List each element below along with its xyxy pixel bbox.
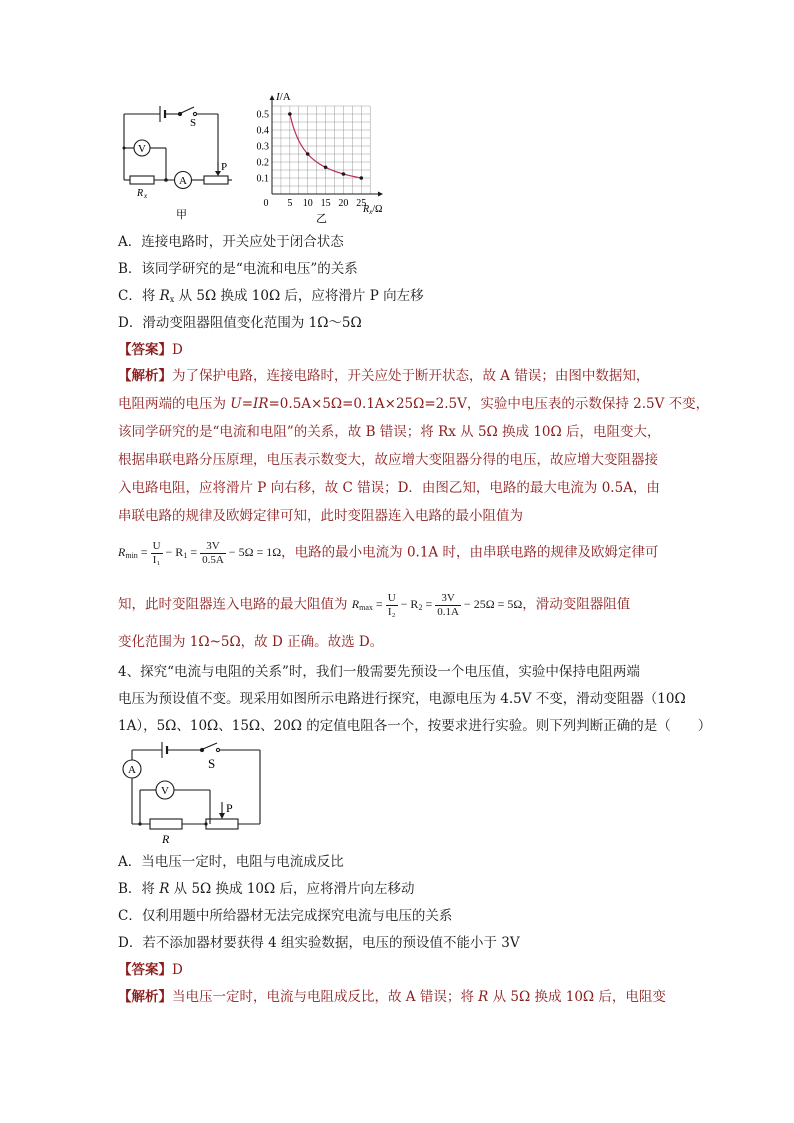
resistor-label: R (137, 188, 144, 199)
q4-stem-line-2: 电压为预设值不变。现采用如图所示电路进行探究，电源电压为 4.5V 不变，滑动变阻器（10Ω (118, 691, 686, 707)
slider-label: P (226, 801, 233, 815)
x-tick-label: 0 (263, 198, 269, 209)
x-tick-label: 10 (302, 198, 313, 209)
q3-analysis-line-9: 变化范围为 1Ω~5Ω，故 D 正确。故选 D。 (118, 634, 384, 650)
x-axis-arrow (378, 192, 383, 197)
data-point (306, 152, 310, 156)
x-tick-label: 5 (287, 198, 293, 209)
y-tick-label: 0.4 (256, 125, 269, 137)
q4-option-d: D．若不添加器材要获得 4 组实验数据，电压的预设值不能小于 3V (118, 935, 520, 951)
ammeter-label: A (128, 764, 136, 776)
q4-analysis-line-1: 【解析】当电压一定时，电流与电阻成反比，故 A 错误；将 R 从 5Ω 换成 10Ω 后，电阻变 (118, 989, 666, 1005)
voltmeter-label: V (138, 143, 146, 155)
y-axis-arrow (270, 95, 275, 100)
q3-analysis-line-8: 知，此时变阻器连入电路的最大阻值为 $R_{max}$ = $\frac{U}{\text{I₂}}$ − $R_2$ = $\frac{3V}{0.1A}$ − 25Ω = 5Ω，滑动变阻器阻值 (118, 592, 631, 618)
data-point (324, 165, 328, 169)
formula-rmin: $R_{min}$ = $\frac{U}{\text{I₁}}$ − $R_1$ = $\frac{3V}{0.5A}$ − 5Ω = 1Ω (118, 540, 282, 566)
resistor-subscript: x (144, 192, 148, 200)
q3-answer: 【答案】D (118, 342, 183, 358)
circuit-caption: 甲 (176, 209, 187, 221)
voltmeter-label: V (161, 785, 169, 797)
q3-option-a: A．连接电路时，开关应处于闭合状态 (118, 234, 344, 250)
y-tick-label: 0.1 (256, 173, 269, 185)
switch-label: S (190, 117, 197, 129)
ammeter-label: A (179, 175, 187, 187)
q3-option-c: C．将 $R_x$ 从 5Ω 换成 10Ω 后，应将滑片 P 向左移 (118, 288, 424, 304)
y-tick-label: 0.2 (256, 157, 269, 169)
slider-label: P (221, 161, 228, 173)
y-tick-label: 0.3 (256, 141, 269, 153)
q4-option-a: A．当电压一定时，电阻与电流成反比 (118, 854, 344, 870)
data-point (342, 172, 346, 176)
q4-stem-line-1: 4、探究“电流与电阻的关系”时，我们一般需要先预设一个电压值，实验中保持电阻两端 (118, 664, 640, 680)
data-point (288, 112, 292, 116)
x-tick-label: 20 (338, 198, 349, 209)
q4-stem-line-3: 1A），5Ω、10Ω、15Ω、20Ω 的定值电阻各一个，按要求进行实验。则下列判断正确的是（ ） (118, 718, 712, 734)
q4-option-c: C．仅利用题中所给器材无法完成探究电流与电压的关系 (118, 908, 453, 924)
q3-analysis-line-1: 【解析】为了保护电路，连接电路时，开关应处于断开状态，故 A 错误；由图中数据知， (118, 368, 650, 384)
q3-analysis-line-6: 串联电路的规律及欧姆定律可知，此时变阻器连入电路的最小阻值为 (118, 508, 523, 524)
q4-option-b: B．将 R 从 5Ω 换成 10Ω 后，应将滑片向左移动 (118, 881, 415, 897)
q3-analysis-line-2: 电阻两端的电压为 U=IR=0.5A×5Ω=0.1A×25Ω=2.5V，实验中电压表的示数保持 2.5V 不变， (118, 396, 710, 412)
circuit-diagram-q4 (118, 740, 268, 850)
x-axis-label: $R_x/\Omega$ (363, 204, 383, 216)
q3-option-b: B．该同学研究的是“电流和电压”的关系 (118, 261, 358, 277)
formula-rmax: $R_{max}$ = $\frac{U}{\text{I₂}}$ − $R_2$ = $\frac{3V}{0.1A}$ − 25Ω = 5Ω (351, 592, 523, 618)
switch-label: S (208, 756, 216, 771)
resistor-label: R (162, 832, 170, 846)
graph-caption: 乙 (316, 213, 327, 225)
q3-analysis-line-4: 根据串联电路分压原理，电压表示数变大，故应增大变阻器分得的电压，故应增大变阻器接 (118, 452, 658, 468)
q4-answer: 【答案】D (118, 962, 183, 978)
x-tick-label: 25 (356, 198, 367, 209)
q3-analysis-line-3: 该同学研究的是“电流和电阻”的关系，故 B 错误；将 Rx 从 5Ω 换成 10Ω 后，电阻变大， (118, 424, 661, 440)
data-point (359, 176, 363, 180)
chart-grid (272, 106, 370, 194)
y-axis-label: I/A (276, 91, 291, 103)
circuit-diagram-jia (118, 92, 246, 222)
q3-analysis-line-7: $R_{min}$ = $\frac{U}{\text{I₁}}$ − $R_1$ = $\frac{3V}{0.5A}$ − 5Ω = 1Ω，电路的最小电流为 0.1A 时，由串联电路的规律及欧姆定律可 (118, 540, 659, 566)
q3-option-d: D．滑动变阻器阻值变化范围为 1Ω～5Ω (118, 315, 362, 331)
current-resistance-graph (250, 90, 400, 228)
y-tick-label: 0.5 (256, 109, 269, 121)
q3-analysis-line-5: 入电路电阻，应将滑片 P 向右移，故 C 错误；D．由图乙知，电路的最大电流为 0.5A，由 (118, 480, 660, 496)
x-tick-label: 15 (320, 198, 331, 209)
